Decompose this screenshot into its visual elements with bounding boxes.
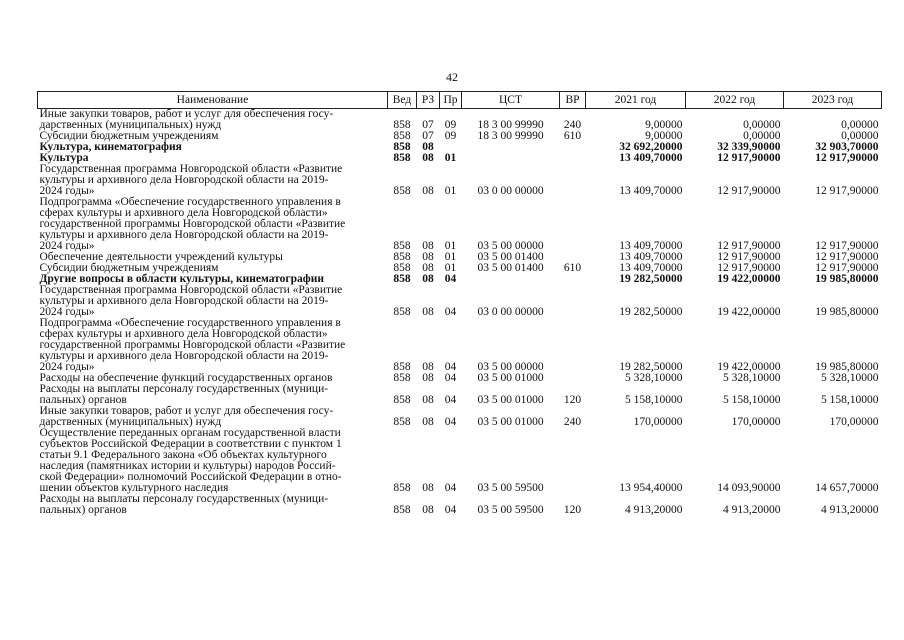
cell-cst: 03 5 00 59500	[477, 482, 544, 494]
cell-name: Расходы на обеспечение функций государственных органов	[39, 372, 333, 384]
cell-2021: 9,00000	[645, 119, 683, 131]
header-pr: Пр	[440, 92, 462, 109]
cell-name: Государственная программа Новгородской области «Развитие культуры и архивного дела Новгородской области на 2019- 2024 годы»	[39, 284, 343, 318]
table-row	[38, 109, 882, 132]
cell-2021: 32 692,20000	[619, 141, 683, 153]
cell-vr: 610	[563, 130, 582, 142]
cell-rz: 08	[422, 372, 434, 384]
cell-ved: 858	[393, 119, 411, 131]
cell-name: Иные закупки товаров, работ и услуг для обеспечения госу- дарственных (муниципальных) нужд	[39, 405, 334, 428]
cell-2023: 0,00000	[841, 119, 879, 131]
cell-2021: 13 409,70000	[619, 262, 683, 274]
header-rz: РЗ	[417, 92, 440, 109]
cell-pr: 01	[444, 251, 457, 263]
cell-vr	[560, 274, 586, 285]
cell-2023: 19 985,80000	[815, 361, 879, 373]
header-ved: Вед	[388, 92, 417, 109]
cell-vr: 240	[563, 119, 582, 131]
cell-pr: 04	[444, 394, 457, 406]
cell-name: Расходы на выплаты персоналу государственных (муници- пальных) органов	[39, 383, 329, 406]
cell-2023: 14 657,70000	[815, 482, 879, 494]
cell-2022: 12 917,90000	[717, 262, 781, 274]
cell-2023: 0,00000	[841, 130, 879, 142]
cell-pr: 09	[444, 130, 457, 142]
cell-ved: 858	[393, 416, 411, 428]
cell-cst: 03 5 00 00000	[477, 240, 544, 252]
cell-2021: 170,00000	[633, 416, 683, 428]
cell-ved: 858	[393, 482, 411, 494]
cell-2023: 12 917,90000	[815, 185, 879, 197]
cell-vr: 120	[563, 394, 582, 406]
cell-vr: 610	[563, 262, 582, 274]
cell-rz: 08	[422, 273, 434, 285]
cell-2022: 19 422,00000	[717, 306, 781, 318]
cell-pr: 04	[444, 372, 457, 384]
table-row	[38, 318, 882, 373]
cell-name: Расходы на выплаты персоналу государственных (муници- пальных) органов	[39, 493, 329, 516]
cell-2022: 12 917,90000	[717, 240, 781, 252]
cell-rz: 08	[422, 152, 434, 164]
cell-rz: 07	[422, 119, 434, 131]
cell-2022: 14 093,90000	[717, 482, 781, 494]
cell-name: Осуществление переданных органам государственной власти субъектов Российской Федерации в соответствии с пунктом 1 статьи 9.1 Федерального закона «Об объектах культурного наследия (памятниках истории и культуры) народов Россий- ской Федерации» полномочий Российской Федерации в отно- шении объектов культурного наследия	[39, 427, 342, 494]
cell-pr: 09	[444, 119, 457, 131]
cell-rz: 08	[422, 394, 434, 406]
cell-2021: 5 328,10000	[625, 372, 683, 384]
cell-ved: 858	[393, 152, 411, 164]
cell-vr: 120	[563, 504, 582, 516]
cell-rz: 08	[422, 185, 434, 197]
cell-2022: 19 422,00000	[717, 273, 781, 285]
cell-pr: 01	[444, 152, 457, 164]
cell-vr	[560, 285, 586, 318]
cell-vr	[560, 428, 586, 494]
cell-pr: 01	[444, 262, 457, 274]
cell-vr	[560, 142, 586, 153]
cell-cst: 03 5 00 01400	[477, 262, 544, 274]
cell-cst: 03 0 00 00000	[477, 185, 544, 197]
cell-vr	[560, 197, 586, 252]
cell-name: Обеспечение деятельности учреждений культуры	[39, 251, 283, 263]
cell-name: Подпрограмма «Обеспечение государственного управления в сферах культуры и архивного дела Новгородской области» государственной программы Новгородской области «Развитие культуры и архивного дела Новгородской области на 2019- 2024 годы»	[39, 196, 346, 252]
cell-pr: 04	[444, 273, 457, 285]
cell-2023: 32 903,70000	[815, 141, 879, 153]
header-2023: 2023 год	[784, 92, 882, 109]
cell-2022: 19 422,00000	[717, 361, 781, 373]
cell-2021: 13 409,70000	[619, 185, 683, 197]
cell-2021: 13 954,40000	[619, 482, 683, 494]
cell-ved: 858	[393, 240, 411, 252]
cell-2022: 32 339,90000	[717, 141, 781, 153]
cell-cst: 18 3 00 99990	[477, 130, 544, 142]
header-vr: ВР	[560, 92, 586, 109]
cell-2021: 13 409,70000	[619, 240, 683, 252]
cell-2022: 4 913,20000	[723, 504, 781, 516]
cell-2023: 12 917,90000	[815, 152, 879, 164]
cell-cst: 03 5 00 59500	[477, 504, 544, 516]
table-row	[38, 428, 882, 494]
cell-2021: 19 282,50000	[619, 306, 683, 318]
cell-pr: 04	[444, 361, 457, 373]
cell-ved: 858	[393, 262, 411, 274]
cell-cst: 03 5 00 01000	[477, 394, 544, 406]
table-row	[38, 285, 882, 318]
table-row	[38, 164, 882, 197]
cell-name: Подпрограмма «Обеспечение государственного управления в сферах культуры и архивного дела Новгородской области» государственной программы Новгородской области «Развитие культуры и архивного дела Новгородской области на 2019- 2024 годы»	[39, 317, 346, 373]
cell-pr: 04	[444, 482, 457, 494]
cell-ved: 858	[393, 141, 411, 153]
cell-2021: 13 409,70000	[619, 251, 683, 263]
cell-name: Субсидии бюджетным учреждениям	[39, 130, 219, 142]
table-row	[38, 406, 882, 428]
cell-2021: 19 282,50000	[619, 361, 683, 373]
cell-pr: 04	[444, 306, 457, 318]
cell-pr: 04	[444, 416, 457, 428]
cell-rz: 08	[422, 240, 434, 252]
cell-2021: 19 282,50000	[619, 273, 683, 285]
cell-name: Субсидии бюджетным учреждениям	[39, 262, 219, 274]
header-cst: ЦСТ	[462, 92, 560, 109]
budget-table	[37, 91, 882, 516]
cell-2023: 4 913,20000	[821, 504, 879, 516]
cell-pr: 01	[444, 185, 457, 197]
cell-vr	[560, 153, 586, 164]
cell-rz: 08	[422, 306, 434, 318]
cell-ved: 858	[393, 185, 411, 197]
cell-pr: 01	[444, 240, 457, 252]
cell-2023: 12 917,90000	[815, 240, 879, 252]
cell-ved: 858	[393, 361, 411, 373]
cell-2023: 12 917,90000	[815, 262, 879, 274]
cell-ved: 858	[393, 394, 411, 406]
cell-rz: 08	[422, 504, 434, 516]
cell-rz: 08	[422, 361, 434, 373]
cell-vr: 240	[563, 416, 582, 428]
cell-2021: 13 409,70000	[619, 152, 683, 164]
cell-rz: 08	[422, 482, 434, 494]
header-name: Наименование	[38, 92, 388, 109]
cell-2022: 0,00000	[743, 119, 781, 131]
cell-ved: 858	[393, 130, 411, 142]
cell-name: Другие вопросы в области культуры, кинематографии	[39, 273, 325, 285]
table-row	[38, 494, 882, 516]
header-2021: 2021 год	[586, 92, 686, 109]
cell-2022: 170,00000	[731, 416, 781, 428]
cell-name: Культура	[39, 152, 89, 164]
cell-rz: 08	[422, 262, 434, 274]
cell-vr	[560, 164, 586, 197]
cell-cst: 03 5 00 01000	[477, 416, 544, 428]
cell-2023: 12 917,90000	[815, 251, 879, 263]
cell-2022: 5 158,10000	[723, 394, 781, 406]
table-row	[38, 384, 882, 406]
cell-2021: 5 158,10000	[625, 394, 683, 406]
page-number: 42	[446, 70, 458, 84]
table-header-row	[38, 92, 882, 109]
cell-ved: 858	[393, 251, 411, 263]
cell-ved: 858	[393, 306, 411, 318]
cell-cst: 03 0 00 00000	[477, 306, 544, 318]
cell-ved: 858	[393, 273, 411, 285]
cell-cst	[462, 274, 560, 285]
cell-2021: 9,00000	[645, 130, 683, 142]
cell-2022: 12 917,90000	[717, 152, 781, 164]
cell-2022: 12 917,90000	[717, 185, 781, 197]
cell-name: Культура, кинематография	[39, 141, 182, 153]
cell-2022: 12 917,90000	[717, 251, 781, 263]
cell-rz: 08	[422, 416, 434, 428]
cell-2022: 5 328,10000	[723, 372, 781, 384]
cell-vr	[560, 318, 586, 373]
cell-cst: 18 3 00 99990	[477, 119, 544, 131]
cell-cst: 03 5 00 00000	[477, 361, 544, 373]
cell-rz: 07	[422, 130, 434, 142]
cell-name: Иные закупки товаров, работ и услуг для обеспечения госу- дарственных (муниципальных) нужд	[39, 108, 334, 131]
cell-rz: 08	[422, 141, 434, 153]
cell-2023: 5 158,10000	[821, 394, 879, 406]
cell-ved: 858	[393, 372, 411, 384]
cell-pr: 04	[444, 504, 457, 516]
cell-ved: 858	[393, 504, 411, 516]
cell-cst	[462, 153, 560, 164]
cell-vr	[560, 373, 586, 384]
cell-2021: 4 913,20000	[625, 504, 683, 516]
header-2022: 2022 год	[686, 92, 784, 109]
cell-name: Государственная программа Новгородской области «Развитие культуры и архивного дела Новгородской области на 2019- 2024 годы»	[39, 163, 343, 197]
cell-cst: 03 5 00 01000	[477, 372, 544, 384]
cell-2022: 0,00000	[743, 130, 781, 142]
cell-2023: 5 328,10000	[821, 372, 879, 384]
cell-cst: 03 5 00 01400	[477, 251, 544, 263]
cell-rz: 08	[422, 251, 434, 263]
cell-cst	[462, 142, 560, 153]
table-row	[38, 197, 882, 252]
cell-2023: 19 985,80000	[815, 273, 879, 285]
cell-2023: 170,00000	[829, 416, 879, 428]
cell-2023: 19 985,80000	[815, 306, 879, 318]
